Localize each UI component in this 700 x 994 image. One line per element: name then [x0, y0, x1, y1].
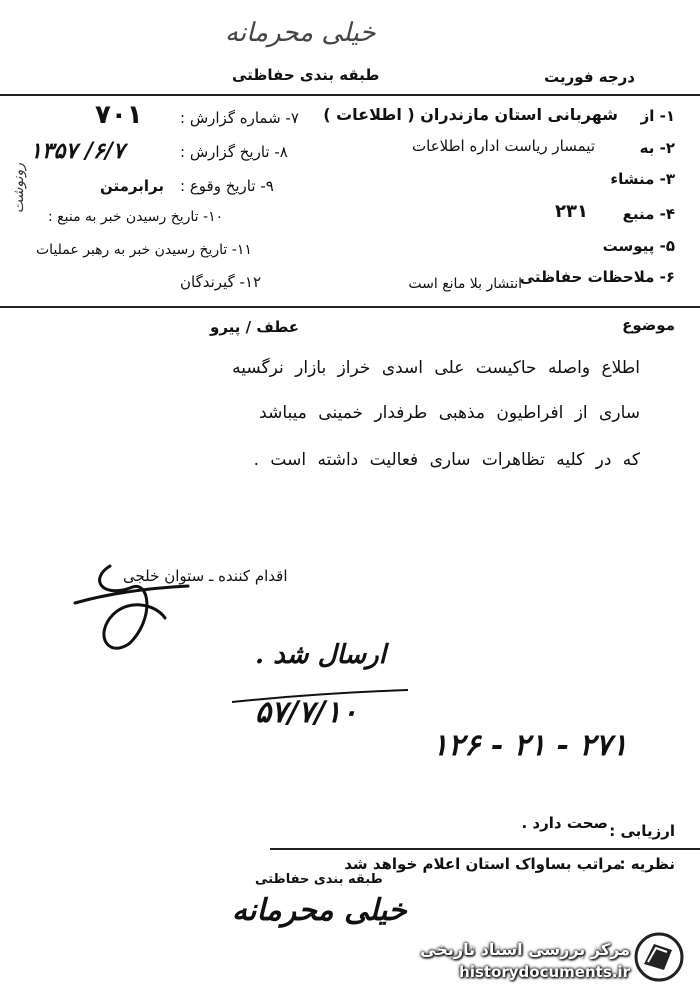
handwritten-date: ۵۷/۷/۱۰ [255, 695, 358, 730]
evaluation-value: صحت دارد . [521, 814, 608, 832]
urgency-label: درجه فوریت [544, 68, 635, 86]
field-from-label: ۱- از [640, 107, 675, 125]
action-officer: اقدام کننده ـ ستوان خلجی [123, 567, 288, 585]
opinion-label: نظریه : [619, 855, 675, 873]
field-report-number-value: ۷۰۱ [95, 100, 143, 130]
watermark-logo-icon [632, 930, 686, 984]
field-report-number-label: ۷- شماره گزارش : [180, 109, 299, 127]
subject-label: موضوع [622, 316, 675, 334]
classification-label: طبقه بندی حفاظتی [232, 66, 380, 84]
evaluation-label: ارزیابی : [609, 822, 675, 840]
handwritten-number: ۲۷۱ - ۲۱ - ۱۲۶ [432, 728, 628, 763]
footer-classification-value: خیلی محرمانه [232, 893, 407, 928]
field-source-value: ۲۳۱ [555, 201, 588, 222]
field-report-date-value: ۶/۷/ ۱۳۵۷ [30, 138, 125, 164]
handwritten-top-classification: خیلی محرمانه [225, 18, 376, 48]
field-to-value: تیمسار ریاست اداره اطلاعات [412, 137, 595, 155]
field-news-to-source-label: ۱۰- تاریخ رسیدن خبر به منبع : [48, 209, 224, 225]
body-line-2: ساری از افراطیون مذهبی طرفدار خمینی میباشد [259, 403, 640, 423]
opinion-rule [270, 848, 700, 850]
reference-label: عطف / پیرو [210, 318, 300, 336]
field-attachment-label: ۵- پیوست [602, 237, 675, 255]
field-news-to-leader-label: ۱۱- تاریخ رسیدن خبر به رهبر عملیات [36, 242, 252, 258]
field-occurrence-date-value: برابرمتن [100, 177, 164, 195]
field-occurrence-date-label: ۹- تاریخ وقوع : [180, 177, 274, 195]
body-line-3: که در کلیه تظاهرات ساری فعالیت داشته است . [253, 450, 640, 470]
watermark-name: مرکز بررسی اسناد تاریخی [420, 940, 630, 959]
footer-classification-label: طبقه بندی حفاظتی [255, 872, 383, 887]
margin-note: رونوشت [11, 162, 28, 214]
field-origin-label: ۳- منشاء [610, 170, 675, 188]
field-to-label: ۲- به [639, 139, 675, 157]
field-security-notes-value: انتشار بلا مانع است [408, 276, 522, 292]
body-line-1: اطلاع واصله حاکیست علی اسدی خراز بازار نرگسیه [232, 358, 640, 378]
signature [70, 558, 200, 668]
field-security-notes-label: ۶- ملاحظات حفاظتی [519, 268, 675, 286]
opinion-value: مراتب بساواک استان اعلام خواهد شد [344, 855, 622, 873]
fields-rule [0, 306, 700, 308]
field-source-label: ۴- منبع [622, 205, 675, 223]
watermark-url: historydocuments.ir [459, 963, 630, 981]
field-from-value: شهربانی استان مازندران ( اطلاعات ) [323, 105, 618, 124]
field-report-date-label: ۸- تاریخ گزارش : [180, 143, 288, 161]
header-rule [0, 94, 700, 96]
field-recipients-label: ۱۲- گیرندگان [180, 273, 262, 291]
handwritten-note: ارسال شد . [255, 640, 386, 670]
